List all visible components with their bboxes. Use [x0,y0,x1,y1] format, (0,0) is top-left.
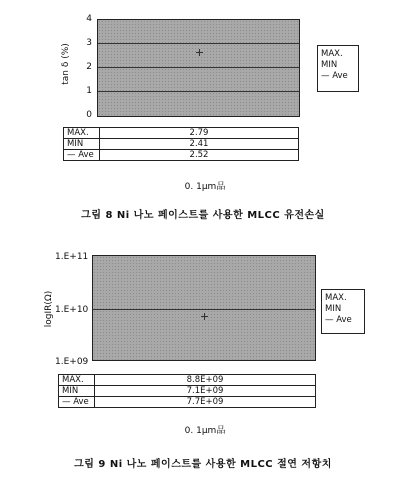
figure-8-y-tick: 0 [86,110,92,120]
figure-8-stats-table [63,127,299,161]
table-row [64,139,299,150]
table-row [64,150,299,161]
figure-9-y-axis-label: logIR(Ω) [44,290,54,328]
table-row [64,128,299,139]
legend-ave: — Ave [325,315,352,325]
figure-8-y-tick: 2 [86,62,92,72]
row-value: 2.79 [100,128,299,139]
figure-8-y-tick: 1 [86,86,92,96]
figure-9-y-tick: 1.E+10 [55,305,89,315]
figure-9-legend [321,289,365,334]
legend-ave-label: Ave [332,71,348,81]
row-label: MIN [64,139,100,150]
figure-8-gridline [98,91,299,92]
row-label-text: Ave [73,397,89,407]
table-row [59,386,316,397]
row-value: 8.8E+09 [95,375,316,386]
row-label: MAX. [59,375,95,386]
legend-max: MAX. [325,293,347,303]
legend-ave-label: Ave [336,315,352,325]
figure-8-legend [317,45,359,92]
table-row [59,375,316,386]
figure-9-x-axis-label: 0. 1μm品 [184,426,226,436]
row-value: 2.52 [100,150,299,161]
row-value: 2.41 [100,139,299,150]
legend-max: MAX. [321,49,343,59]
row-value: 7.1E+09 [95,386,316,397]
table-row [59,397,316,408]
figure-8-y-axis-label: tan δ (%) [61,43,71,85]
figure-8-gridline [98,67,299,68]
figure-9-gridline [93,309,315,310]
legend-min: MIN [325,304,342,314]
row-label-text: Ave [78,150,94,160]
legend-ave: — Ave [321,71,348,81]
figure-8-caption: 그림 8 Ni 나노 페이스트를 사용한 MLCC 유전손실 [81,210,325,221]
figure-8-plot-area [97,19,300,117]
figure-9-y-tick: 1.E+11 [55,252,89,262]
row-label: MIN [59,386,95,397]
figure-8-y-tick: 4 [86,14,92,24]
figure-8-gridline [98,43,299,44]
figure-9-stats-table [58,374,316,408]
row-label: — Ave [59,397,95,408]
figure-9-data-marker [201,313,208,320]
figure-8-y-tick: 3 [86,38,92,48]
row-value: 7.7E+09 [95,397,316,408]
figure-8-data-marker [196,49,203,56]
figure-9-plot-area [92,255,316,361]
legend-min: MIN [321,60,338,70]
row-label: — Ave [64,150,100,161]
figure-9-caption: 그림 9 Ni 나노 페이스트를 사용한 MLCC 절연 저항치 [74,459,332,470]
row-label: MAX. [64,128,100,139]
figure-8-x-axis-label: 0. 1μm品 [184,182,226,192]
figure-9-y-tick: 1.E+09 [55,357,89,367]
